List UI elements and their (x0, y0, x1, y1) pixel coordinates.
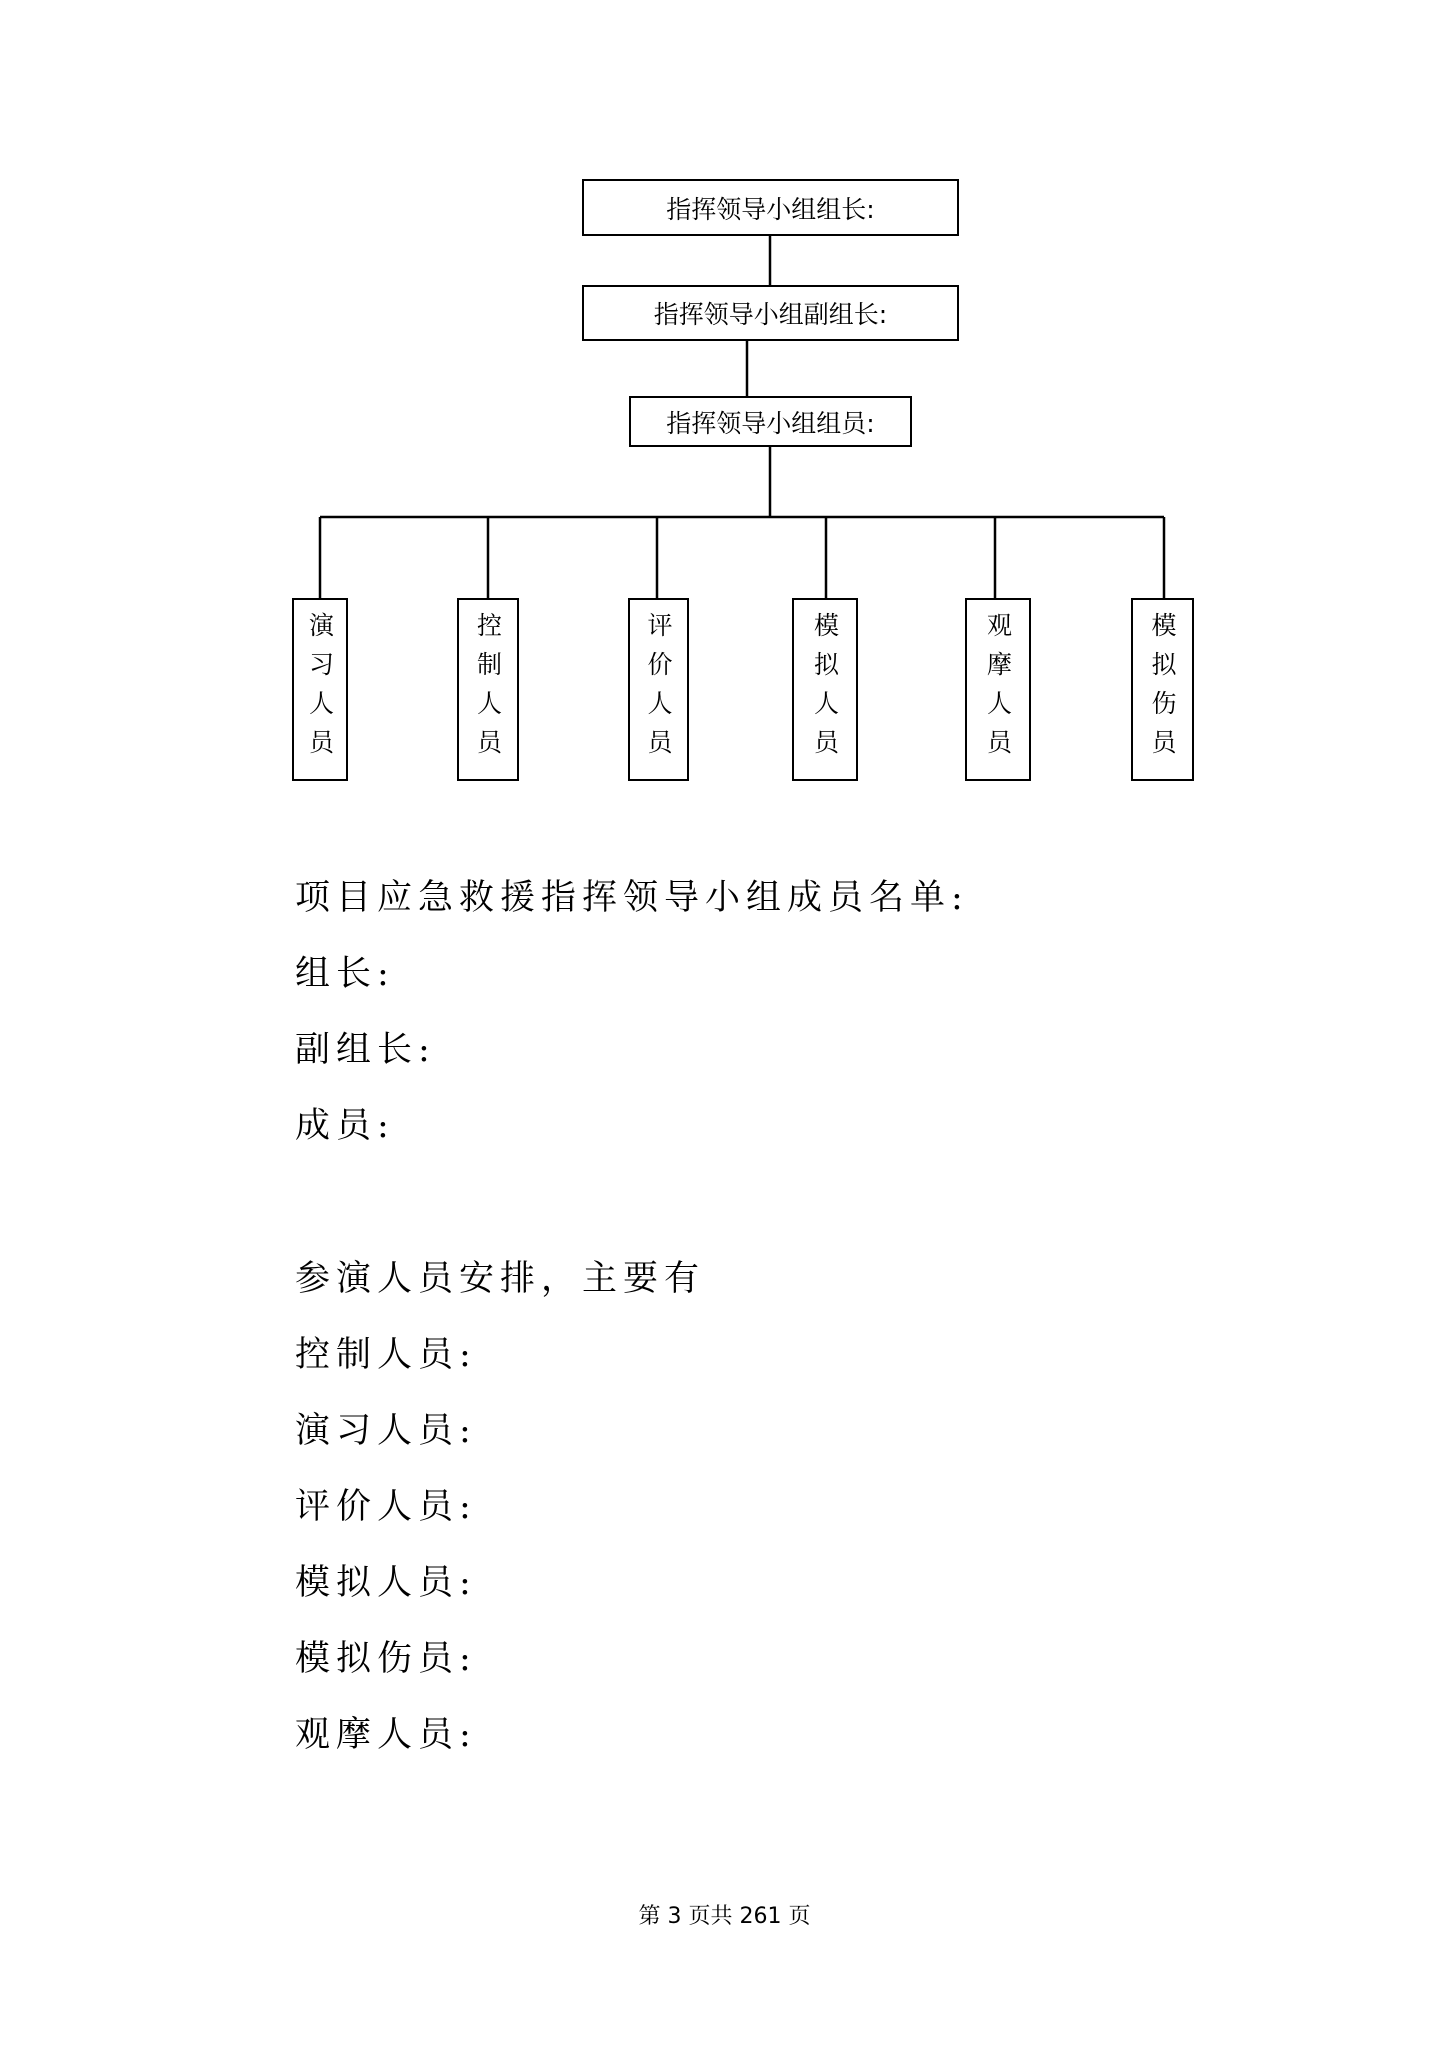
arrangement-title: 参演人员安排，主要有 (295, 1259, 706, 1299)
org-box-role-6 (1131, 598, 1194, 781)
arrangement-item: 模拟人员: (295, 1563, 477, 1603)
arrangement-item: 评价人员: (295, 1487, 477, 1527)
deputy-label: 副组长: (295, 1030, 436, 1070)
org-role-label: 观摩人员 (983, 611, 1013, 768)
org-box-deputy: 指挥领导小组副组长: (582, 285, 959, 341)
leader-label: 组长: (295, 954, 395, 994)
org-box-role-2 (457, 598, 519, 781)
member-label: 成员: (295, 1106, 395, 1146)
org-box-leader: 指挥领导小组组长: (582, 179, 959, 236)
org-role-label: 控制人员 (473, 611, 503, 768)
arrangement-item: 控制人员: (295, 1335, 477, 1375)
org-box-members: 指挥领导小组组员: (629, 396, 912, 447)
org-role-label: 评价人员 (644, 611, 673, 768)
arrangement-item: 演习人员: (295, 1411, 477, 1451)
org-role-label: 演习人员 (305, 611, 335, 768)
list-title: 项目应急救援指挥领导小组成员名单: (295, 878, 969, 918)
page-number: 第 3 页共 261 页 (638, 1904, 811, 1929)
org-box-role-4 (792, 598, 858, 781)
org-role-label: 模拟人员 (810, 611, 840, 768)
org-role-label: 模拟伤员 (1148, 611, 1177, 768)
org-box-role-5 (965, 598, 1031, 781)
org-box-role-3 (628, 598, 689, 781)
arrangement-item: 观摩人员: (295, 1715, 477, 1755)
org-box-role-1 (292, 598, 348, 781)
arrangement-item: 模拟伤员: (295, 1639, 477, 1679)
